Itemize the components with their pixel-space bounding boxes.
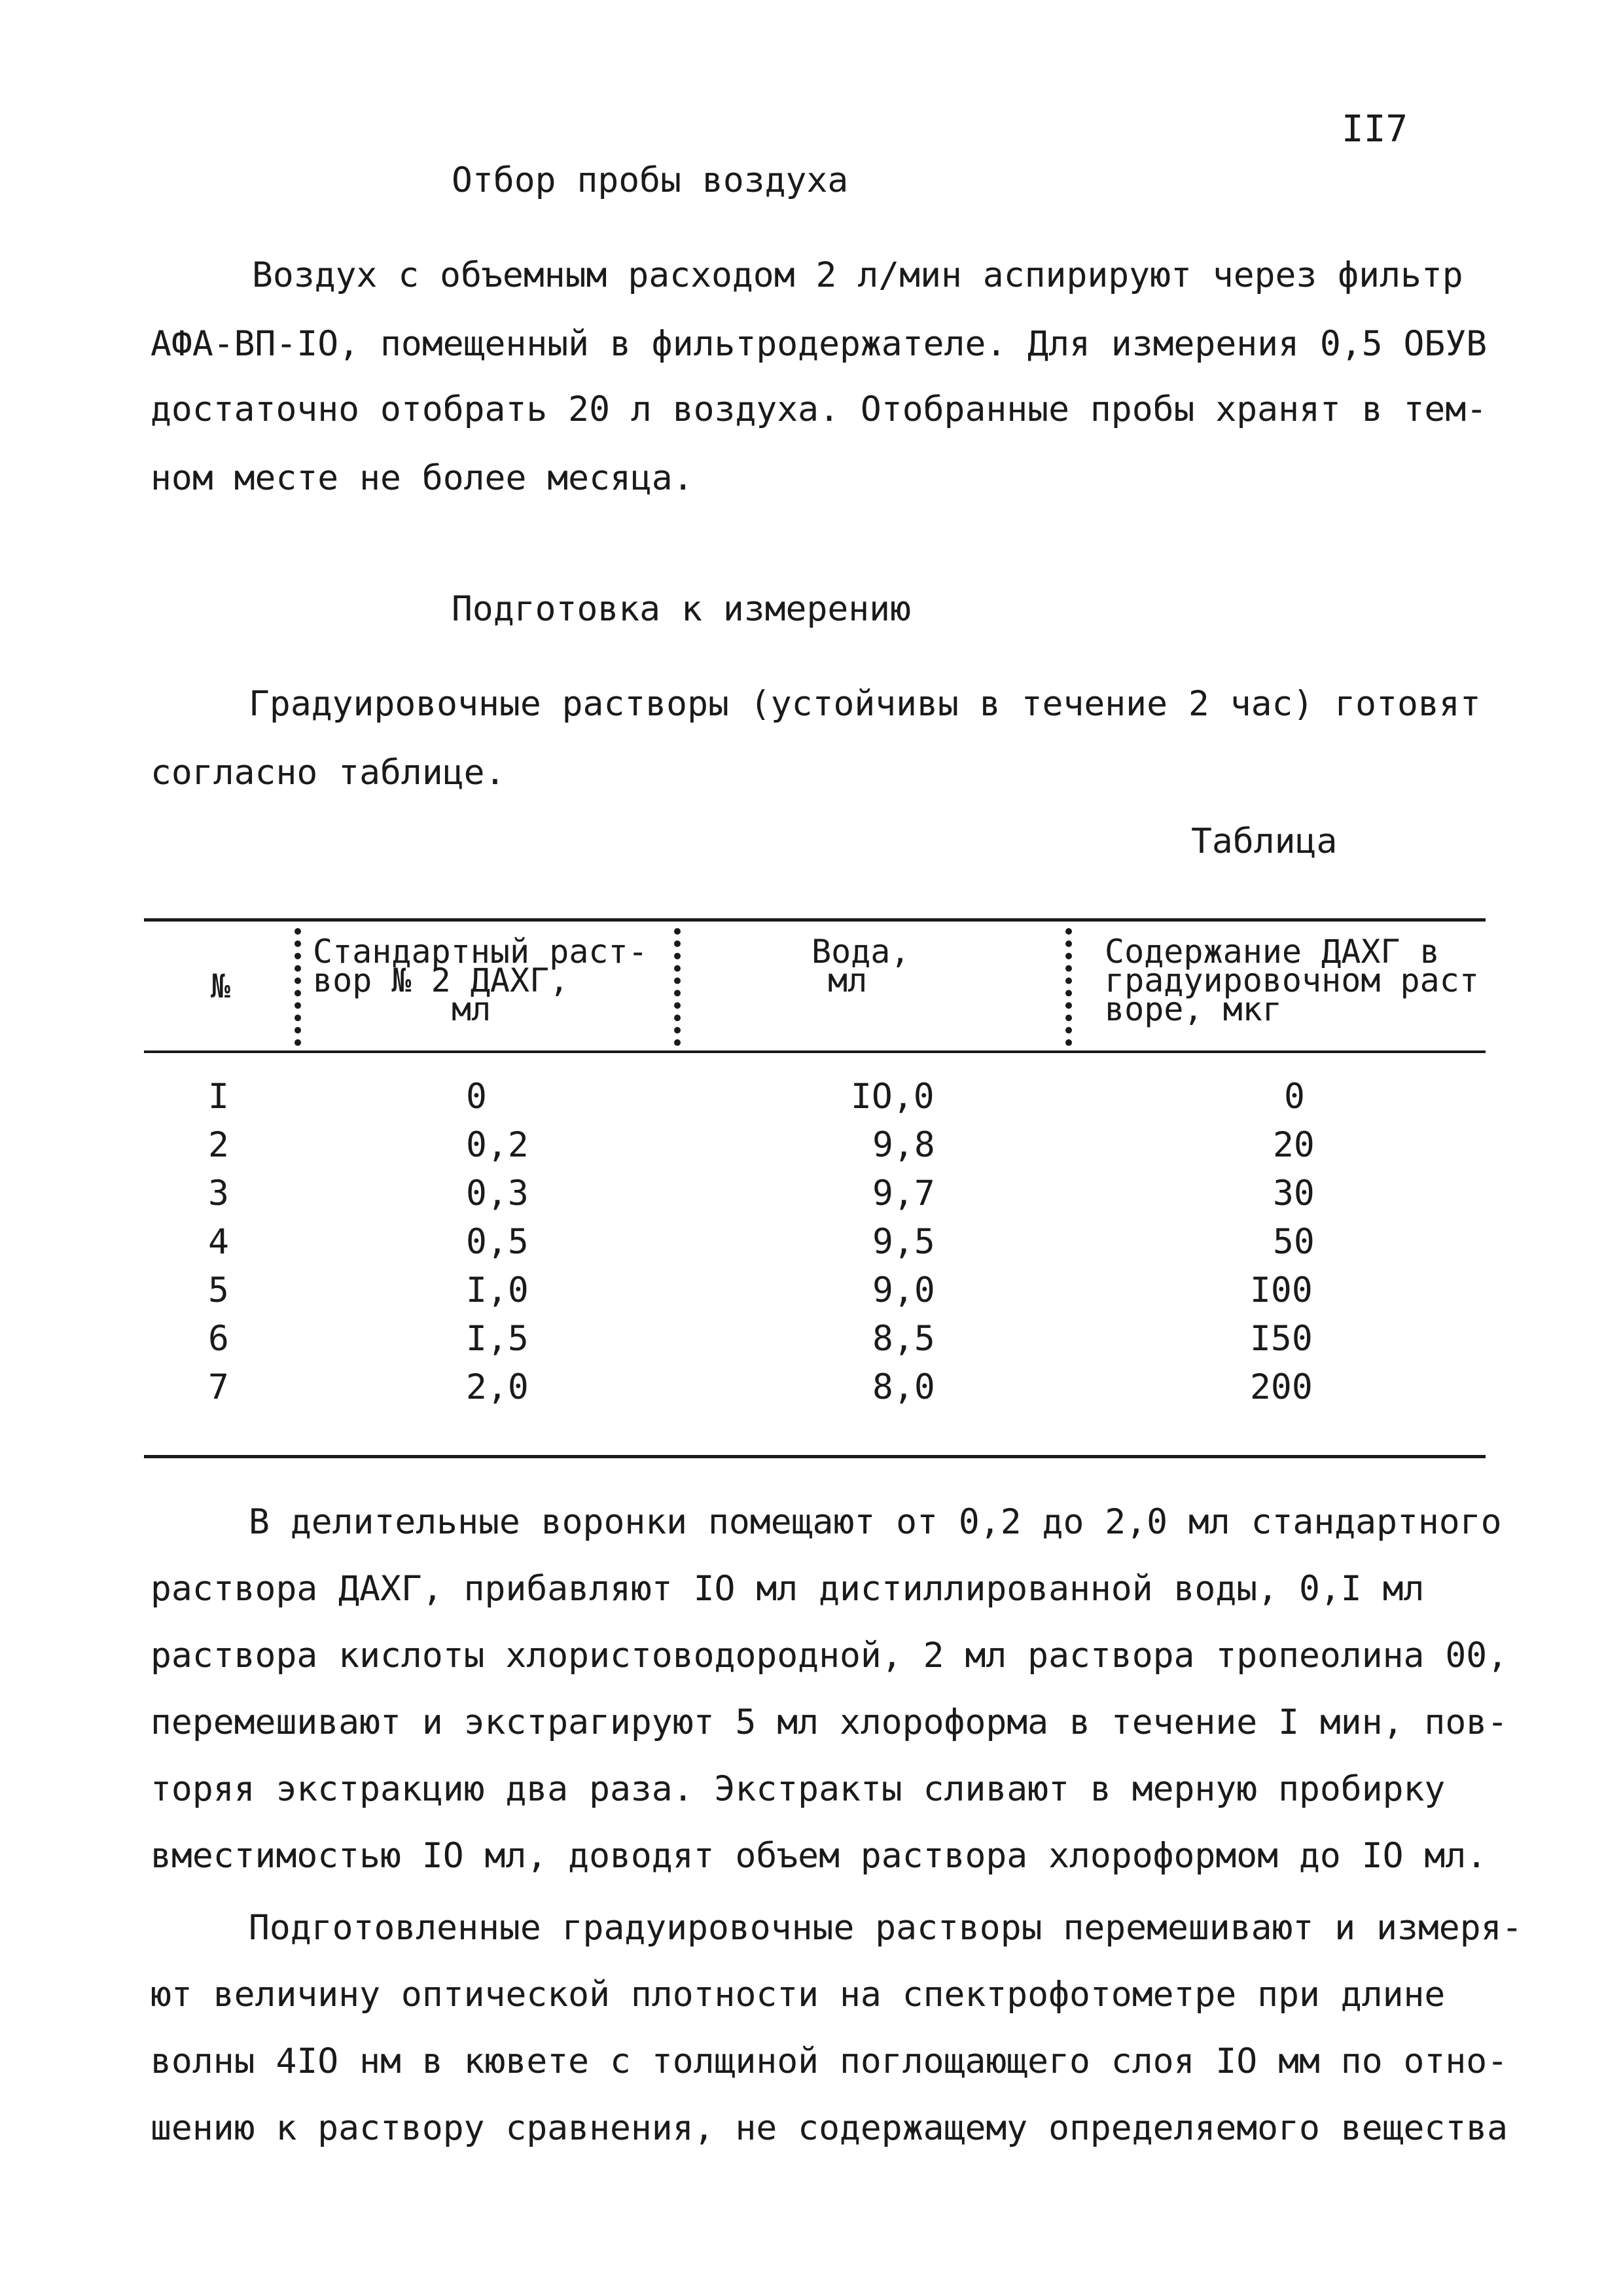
cell-number: 6 (208, 1319, 229, 1359)
table-header-rule (144, 1050, 1486, 1053)
paragraph-line: В делительные воронки помещают от 0,2 до 2,0 мл стандартного (249, 1502, 1502, 1542)
paragraph-line: Градуировочные растворы (устойчивы в течение 2 час) готовят (249, 684, 1481, 724)
cell-water-volume: 9,8 (872, 1125, 935, 1165)
paragraph-line: раствора ДАХГ, прибавляют IO мл дистиллированной воды, 0,I мл (151, 1569, 1425, 1609)
cell-std-volume: I,5 (466, 1319, 529, 1359)
header-content-line: градуировочном раст (1105, 961, 1479, 999)
cell-content: I00 (1250, 1270, 1313, 1310)
header-number: № (211, 967, 231, 1005)
cell-content: 0 (1284, 1077, 1305, 1117)
cell-water-volume: 8,5 (872, 1319, 935, 1359)
cell-water-volume: 9,7 (872, 1174, 935, 1213)
column-divider (674, 928, 681, 1046)
cell-std-volume: 0,5 (466, 1222, 529, 1262)
cell-std-volume: 0,3 (466, 1174, 529, 1213)
paragraph-line: согласно таблице. (151, 753, 506, 793)
paragraph-line: раствора кислоты хлористоводородной, 2 мл раствора тропеолина 00, (151, 1636, 1508, 1676)
cell-water-volume: 9,0 (872, 1270, 935, 1310)
paragraph-line: Воздух с объемным расходом 2 л/мин аспирируют через фильтр (252, 255, 1463, 295)
cell-std-volume: I,0 (466, 1270, 529, 1310)
cell-content: 20 (1273, 1125, 1315, 1165)
cell-water-volume: 9,5 (872, 1222, 935, 1262)
paragraph-line: перемешивают и экстрагируют 5 мл хлороформа в течение I мин, пов- (151, 1702, 1508, 1742)
cell-content: 30 (1273, 1174, 1315, 1213)
header-content-line: воре, мкг (1105, 990, 1282, 1028)
header-std-line: мл (452, 990, 491, 1028)
cell-content: 200 (1250, 1367, 1313, 1407)
header-std-line: вор № 2 ДАХГ, (313, 961, 569, 999)
paragraph-line: вместимостью IO мл, доводят объем раствора хлороформом до IO мл. (151, 1836, 1488, 1876)
paragraph-line: волны 4IO нм в кювете с толщиной поглощающего слоя IO мм по отно- (151, 2041, 1508, 2081)
paragraph-line: шению к раствору сравнения, не содержащему определяемого вещества (151, 2108, 1508, 2148)
cell-number: I (208, 1077, 229, 1117)
cell-water-volume: IO,0 (851, 1077, 935, 1117)
cell-std-volume: 0,2 (466, 1125, 529, 1165)
header-water-line: Вода, (812, 933, 910, 971)
cell-number: 2 (208, 1125, 229, 1165)
paragraph-line: АФА-ВП-IO, помещенный в фильтродержателе. Для измерения 0,5 ОБУВ (151, 324, 1488, 364)
cell-std-volume: 0 (466, 1077, 487, 1117)
cell-number: 4 (208, 1222, 229, 1262)
paragraph-line: ют величину оптической плотности на спектрофотометре при длине (151, 1975, 1446, 2015)
table-bottom-rule (144, 1455, 1486, 1458)
section-title-measurement-prep: Подготовка к измерению (452, 589, 911, 629)
header-std-line: Стандартный раст- (313, 933, 648, 971)
cell-content: I50 (1250, 1319, 1313, 1359)
header-content-line: Содержание ДАХГ в (1105, 933, 1440, 971)
cell-number: 7 (208, 1367, 229, 1407)
section-title-air-sampling: Отбор пробы воздуха (452, 160, 849, 200)
cell-water-volume: 8,0 (872, 1367, 935, 1407)
table-label: Таблица (1191, 821, 1338, 861)
cell-std-volume: 2,0 (466, 1367, 529, 1407)
cell-number: 5 (208, 1270, 229, 1310)
paragraph-line: торяя экстракцию два раза. Экстракты сливают в мерную пробирку (151, 1769, 1446, 1809)
table-top-rule (144, 918, 1486, 922)
header-water-line: мл (828, 961, 868, 999)
column-divider (1065, 928, 1072, 1046)
cell-content: 50 (1273, 1222, 1315, 1262)
cell-number: 3 (208, 1174, 229, 1213)
paragraph-line: ном месте не более месяца. (151, 458, 694, 498)
paragraph-line: достаточно отобрать 20 л воздуха. Отобранные пробы хранят в тем- (151, 389, 1488, 429)
column-divider (294, 928, 301, 1046)
paragraph-line: Подготовленные градуировочные растворы перемешивают и измеря- (249, 1908, 1523, 1948)
page-number: II7 (1342, 108, 1408, 151)
